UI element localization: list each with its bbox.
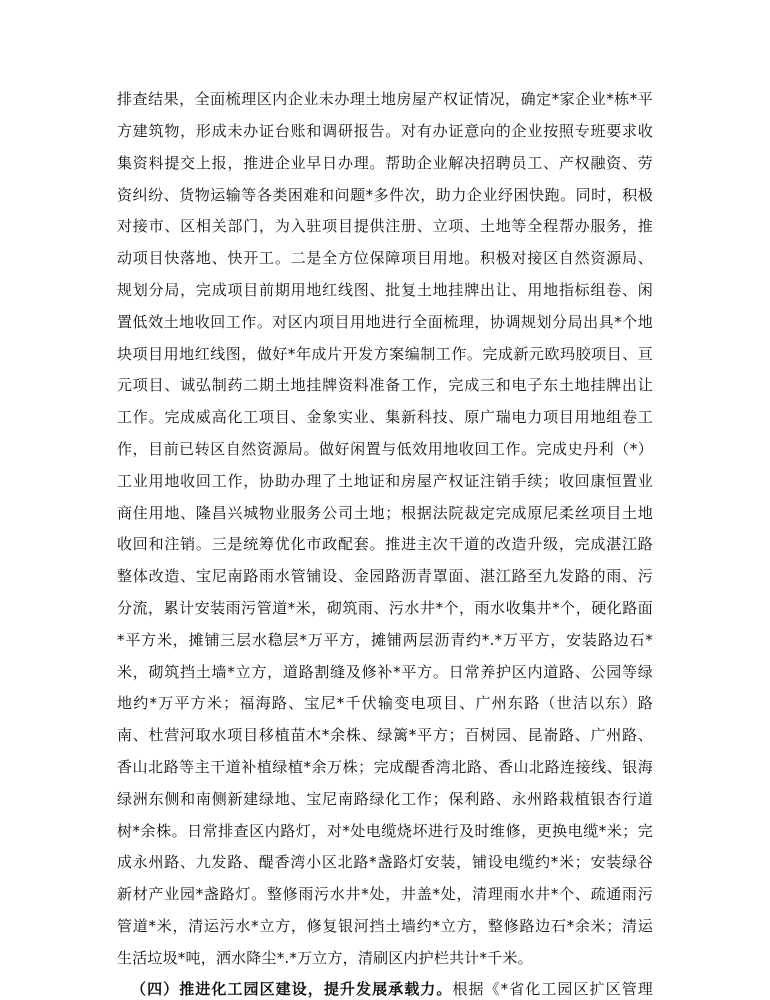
paragraph-line: 米，砌筑挡土墙*立方，道路割缝及修补*平方。日常养护区内道路、公园等绿 (117, 663, 653, 681)
paragraph-line: 工业用地收回工作，协助办理了土地证和房屋产权证注销手续；收回康恒置业 (117, 472, 653, 490)
paragraph-line: 南、杜营河取水项目移植苗木*余株、绿篱*平方；百树园、昆嵛路、广州路、 (117, 726, 653, 744)
section-heading-continuation: 根据《*省化工园区扩区管理 (452, 980, 653, 998)
paragraph-line: 绿洲东侧和南侧新建绿地、宝尼南路绿化工作；保利路、永州路栽植银杏行道 (117, 790, 653, 808)
section-heading-line (131, 979, 653, 999)
paragraph-line: 新材产业园*盏路灯。整修雨污水井*处，井盖*处，清理雨水井*个、疏通雨污 (117, 885, 653, 903)
paragraph-line: 生活垃圾*吨，洒水降尘*.*万立方，清刷区内护栏共计*千米。 (117, 949, 533, 967)
paragraph-line: *平方米，摊铺三层水稳层*万平方，摊铺两层沥青约*.*万平方，安装路边石* (117, 631, 653, 649)
paragraph-line: 动项目快落地、快开工。二是全方位保障项目用地。积极对接区自然资源局、 (117, 249, 653, 267)
paragraph-line: 树*余株。日常排查区内路灯，对*处电缆烧坏进行及时维修，更换电缆*米；完 (117, 822, 653, 840)
paragraph-line: 成永州路、九发路、醍香湾小区北路*盏路灯安装，铺设电缆约*米；安装绿谷 (117, 853, 653, 871)
paragraph-line: 管道*米，清运污水*立方，修复银河挡土墙约*立方，整修路边石*余米；清运 (117, 917, 653, 935)
paragraph-line: 元项目、诚弘制药二期土地挂牌资料准备工作，完成三和电子东土地挂牌出让 (117, 376, 653, 394)
paragraph-line: 规划分局，完成项目前期用地红线图、批复土地挂牌出让、用地指标组卷、闲 (117, 281, 653, 299)
paragraph-line: 资纠纷、货物运输等各类困难和问题*多件次，助力企业纾困快跑。同时，积极 (117, 186, 653, 204)
paragraph-line: 置低效土地收回工作。对区内项目用地进行全面梳理，协调规划分局出具*个地 (117, 313, 653, 331)
paragraph-line: 地约*万平方米；福海路、宝尼*千伏输变电项目、广州东路（世洁以东）路 (117, 694, 653, 712)
paragraph-line: 集资料提交上报，推进企业早日办理。帮助企业解决招聘员工、产权融资、劳 (117, 154, 653, 172)
paragraph-line: 工作。完成威高化工项目、金象实业、集新科技、原广瑞电力项目用地组卷工 (117, 408, 653, 426)
paragraph-line: 排查结果，全面梳理区内企业未办理土地房屋产权证情况，确定*家企业*栋*平 (117, 90, 653, 108)
section-heading: （四）推进化工园区建设，提升发展承载力。 (131, 980, 453, 998)
paragraph-line: 方建筑物，形成未办证台账和调研报告。对有办证意向的企业按照专班要求收 (117, 122, 653, 140)
paragraph-line: 块项目用地红线图，做好*年成片开发方案编制工作。完成新元欧玛胶项目、亘 (117, 345, 653, 363)
paragraph-line: 香山北路等主干道补植绿植*余万株；完成醍香湾北路、香山北路连接线、银海 (117, 758, 653, 776)
paragraph-line: 作，目前已转区自然资源局。做好闲置与低效用地收回工作。完成史丹利（*） (117, 440, 653, 458)
paragraph-line: 分流，累计安装雨污管道*米，砌筑雨、污水井*个，雨水收集井*个，硬化路面 (117, 599, 653, 617)
paragraph-line: 整体改造、宝尼南路雨水管铺设、金园路沥青罩面、湛江路至九发路的雨、污 (117, 567, 653, 585)
paragraph-line: 收回和注销。三是统筹优化市政配套。推进主次干道的改造升级，完成湛江路 (117, 535, 653, 553)
paragraph-line: 对接市、区相关部门，为入驻项目提供注册、立项、土地等全程帮办服务，推 (117, 217, 653, 235)
paragraph-line: 商住用地、隆昌兴城物业服务公司土地；根据法院裁定完成原尼柔丝项目土地 (117, 504, 653, 522)
